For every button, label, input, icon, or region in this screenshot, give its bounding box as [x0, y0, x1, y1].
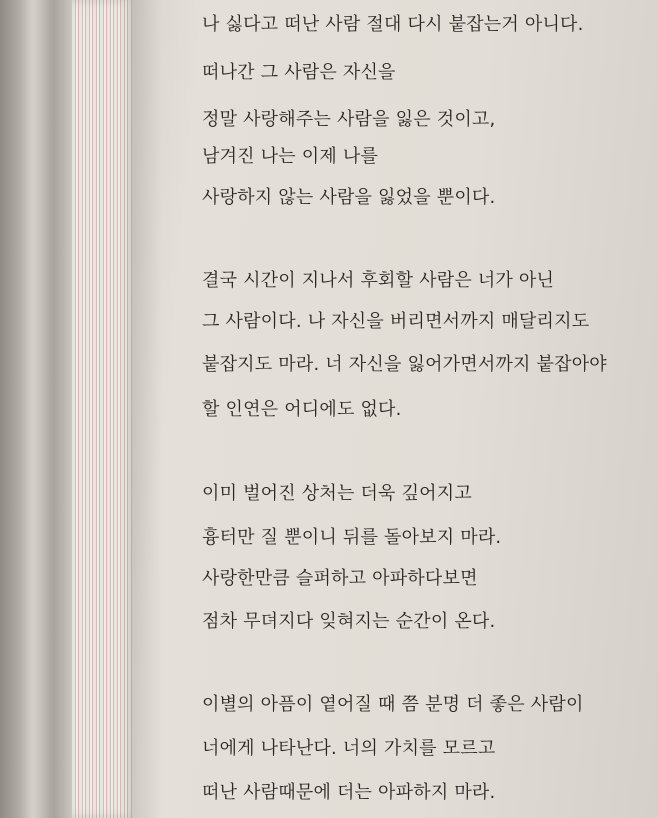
text-line: 이미 벌어진 상처는 더욱 깊어지고	[202, 483, 472, 504]
text-line: 그 사람이다. 나 자신을 버리면서까지 매달리지도	[202, 311, 590, 332]
text-line: 너에게 나타난다. 너의 가치를 모르고	[202, 738, 496, 759]
text-line: 점차 무뎌지다 잊혀지는 순간이 온다.	[202, 611, 496, 632]
page-gutter-shadow	[132, 0, 162, 818]
book-page-edges	[72, 0, 134, 818]
text-line: 나 싫다고 떠난 사람 절대 다시 붙잡는거 아니다.	[202, 14, 584, 35]
text-line: 사랑하지 않는 사람을 잃었을 뿐이다.	[202, 187, 496, 208]
text-line: 할 인연은 어디에도 없다.	[202, 399, 402, 420]
text-line: 붙잡지도 마라. 너 자신을 잃어가면서까지 붙잡아야	[202, 354, 607, 375]
text-line: 흉터만 질 뿐이니 뒤를 돌아보지 마라.	[202, 527, 502, 548]
fabric-highlight	[20, 0, 50, 818]
text-line: 떠나간 그 사람은 자신을	[202, 62, 396, 83]
text-line: 결국 시간이 지나서 후회할 사람은 너가 아닌	[202, 270, 555, 291]
text-line: 정말 사랑해주는 사람을 잃은 것이고,	[202, 109, 496, 130]
text-line: 떠난 사람때문에 더는 아파하지 마라.	[202, 782, 496, 803]
text-line: 사랑한만큼 슬퍼하고 아파하다보면	[202, 568, 478, 589]
text-line: 이별의 아픔이 옅어질 때 쯤 분명 더 좋은 사람이	[202, 694, 584, 715]
text-line: 남겨진 나는 이제 나를	[202, 146, 379, 167]
